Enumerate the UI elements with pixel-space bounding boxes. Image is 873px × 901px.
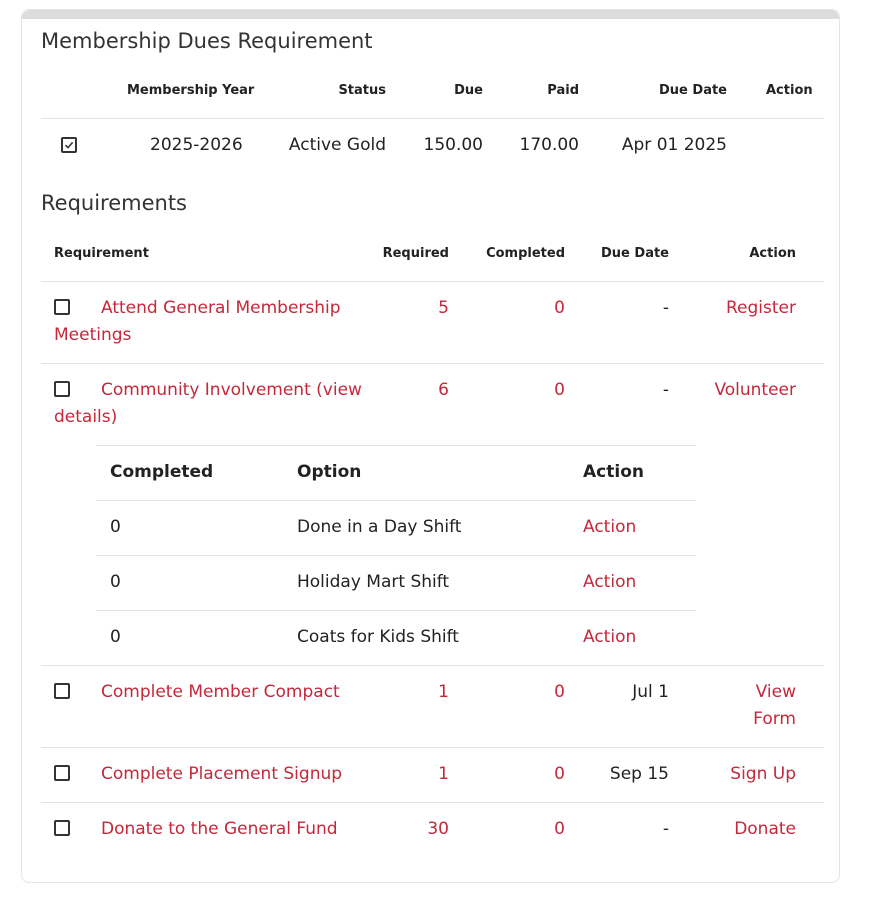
details-completed: 0 — [110, 572, 121, 592]
divider — [41, 118, 824, 119]
dues-membership-year: 2025-2026 — [150, 135, 243, 155]
dues-header-due-date: Due Date — [659, 83, 727, 98]
requirements-title: Requirements — [41, 191, 187, 215]
divider — [96, 555, 696, 556]
req-header-requirement: Requirement — [54, 246, 149, 261]
requirement-link[interactable]: Donate to the General Fund — [101, 819, 338, 839]
requirement-link-continued[interactable]: details) — [54, 407, 118, 427]
dues-header-paid: Paid — [547, 83, 579, 98]
details-header-option: Option — [297, 462, 362, 482]
dues-row-checkbox[interactable] — [61, 137, 77, 153]
requirement-required: 1 — [438, 764, 449, 784]
divider — [96, 610, 696, 611]
details-header-action: Action — [583, 462, 644, 482]
details-action-link[interactable]: Action — [583, 517, 637, 537]
req-header-due-date: Due Date — [601, 246, 669, 261]
requirement-required: 30 — [427, 819, 449, 839]
requirement-required: 5 — [438, 298, 449, 318]
details-action-link[interactable]: Action — [583, 572, 637, 592]
requirement-due-date: - — [662, 298, 669, 318]
requirement-completed: 0 — [554, 380, 565, 400]
divider — [41, 802, 824, 803]
requirement-due-date: - — [662, 819, 669, 839]
view-form-link-continued[interactable]: Form — [753, 709, 796, 729]
req-header-action: Action — [749, 246, 796, 261]
details-option: Coats for Kids Shift — [297, 627, 459, 647]
details-completed: 0 — [110, 627, 121, 647]
req-header-required: Required — [382, 246, 449, 261]
requirement-due-date: Sep 15 — [609, 764, 669, 784]
requirement-completed: 0 — [554, 764, 565, 784]
requirement-link[interactable]: Attend General Membership — [101, 298, 341, 318]
sign-up-link[interactable]: Sign Up — [730, 764, 796, 784]
dues-title: Membership Dues Requirement — [41, 29, 373, 53]
requirement-due-date: Jul 1 — [632, 682, 669, 702]
dues-header-membership-year: Membership Year — [127, 83, 255, 98]
req-header-completed: Completed — [486, 246, 565, 261]
requirement-checkbox[interactable] — [54, 299, 70, 315]
details-option: Done in a Day Shift — [297, 517, 462, 537]
requirement-required: 1 — [438, 682, 449, 702]
divider — [96, 445, 696, 446]
details-header-completed: Completed — [110, 462, 214, 482]
volunteer-link[interactable]: Volunteer — [714, 380, 796, 400]
requirement-checkbox[interactable] — [54, 381, 70, 397]
requirement-link[interactable]: Community Involvement (view — [101, 380, 362, 400]
divider — [41, 281, 824, 282]
requirement-link-continued[interactable]: Meetings — [54, 325, 132, 345]
details-option: Holiday Mart Shift — [297, 572, 450, 592]
dues-header-action: Action — [766, 83, 813, 98]
requirement-completed: 0 — [554, 298, 565, 318]
divider — [96, 500, 696, 501]
requirement-required: 6 — [438, 380, 449, 400]
dues-paid: 170.00 — [519, 135, 579, 155]
requirement-link[interactable]: Complete Placement Signup — [101, 764, 343, 784]
divider — [41, 747, 824, 748]
dues-status: Active Gold — [288, 135, 386, 155]
dues-header-status: Status — [338, 83, 386, 98]
checkmark-icon — [64, 140, 74, 150]
dues-due-date: Apr 01 2025 — [621, 135, 727, 155]
dues-header-due: Due — [454, 83, 483, 98]
requirement-completed: 0 — [554, 682, 565, 702]
details-action-link[interactable]: Action — [583, 627, 637, 647]
requirement-completed: 0 — [554, 819, 565, 839]
requirement-checkbox[interactable] — [54, 765, 70, 781]
requirement-checkbox[interactable] — [54, 683, 70, 699]
dues-due: 150.00 — [423, 135, 483, 155]
register-link[interactable]: Register — [726, 298, 796, 318]
requirement-link[interactable]: Complete Member Compact — [101, 682, 340, 702]
requirement-checkbox[interactable] — [54, 820, 70, 836]
details-completed: 0 — [110, 517, 121, 537]
requirement-due-date: - — [662, 380, 669, 400]
divider — [41, 363, 824, 364]
card-top-bar — [22, 10, 839, 19]
view-form-link[interactable]: View — [755, 682, 796, 702]
donate-link[interactable]: Donate — [734, 819, 796, 839]
divider — [41, 665, 824, 666]
